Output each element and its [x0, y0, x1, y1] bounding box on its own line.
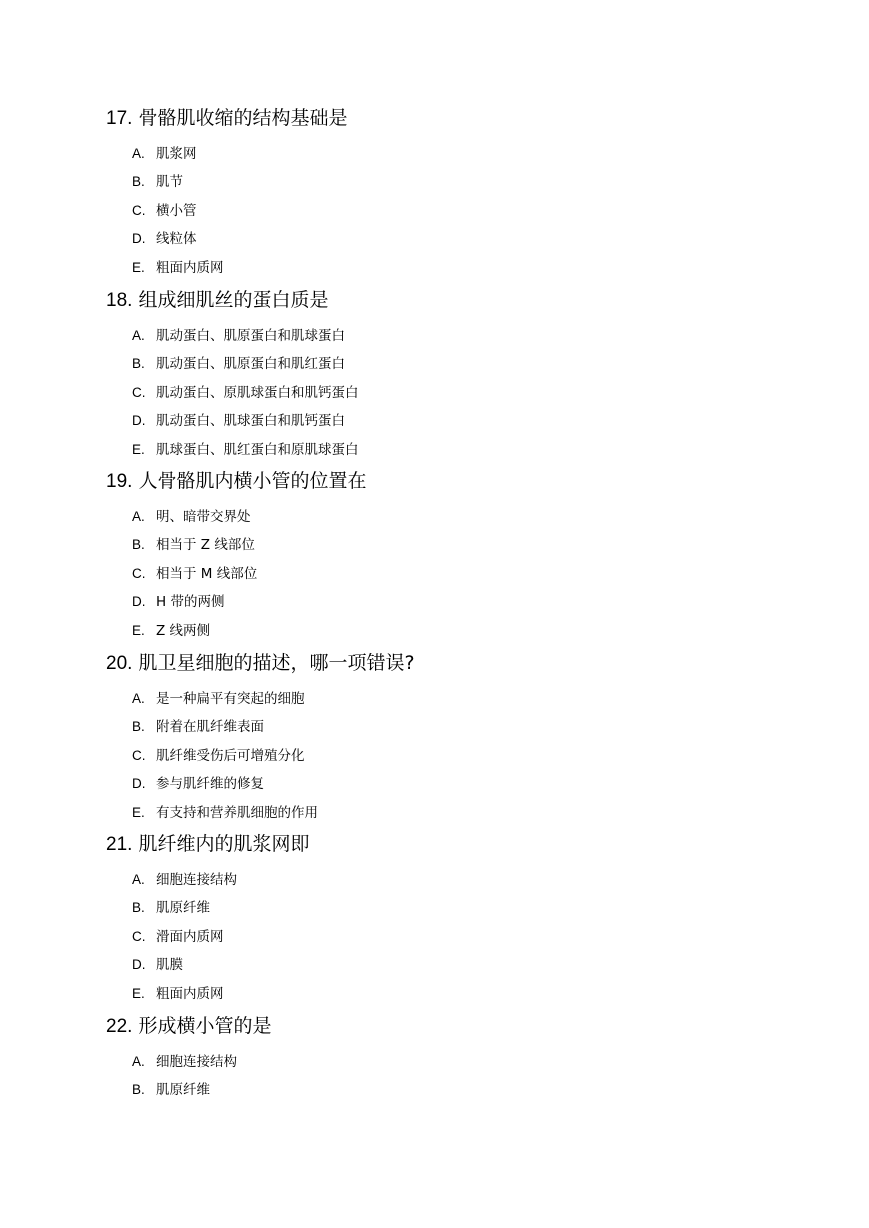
option-text: 是一种扁平有突起的细胞 [156, 691, 305, 707]
question-number: 19. [106, 471, 133, 492]
question-stem [106, 648, 826, 678]
option-d [132, 951, 826, 979]
option-e [132, 617, 826, 645]
option-text: 肌原纤维 [156, 1082, 210, 1099]
option-a [132, 866, 826, 894]
option-letter: B. [132, 900, 145, 916]
option-b [132, 894, 826, 922]
option-text: 明、暗带交界处 [156, 509, 251, 525]
option-a [132, 685, 826, 713]
question-number: 21. [106, 834, 133, 855]
question-text: 肌纤维内的肌浆网即 [138, 833, 310, 855]
option-d [132, 407, 826, 435]
option-letter: E. [132, 804, 145, 820]
option-text: 相当于 M 线部位 [156, 565, 258, 582]
question-number: 20. [106, 653, 133, 674]
question-number: 22. [106, 1016, 133, 1037]
option-text: 肌动蛋白、肌球蛋白和肌钙蛋白 [156, 413, 345, 430]
option-text: 肌膜 [156, 957, 183, 974]
option-list [132, 140, 826, 282]
question-text: 骨骼肌收缩的结构基础是 [138, 107, 348, 129]
option-c [132, 923, 826, 951]
option-letter: B. [132, 356, 145, 372]
question-text: 形成横小管的是 [138, 1015, 272, 1037]
option-text: 横小管 [156, 202, 197, 219]
question-stem [106, 103, 826, 133]
option-text: 肌动蛋白、肌原蛋白和肌球蛋白 [156, 328, 345, 344]
option-text: 肌纤维受伤后可增殖分化 [156, 747, 305, 764]
option-c [132, 742, 826, 770]
option-e [132, 254, 826, 282]
question-21 [106, 829, 826, 1008]
option-c [132, 197, 826, 225]
option-list [132, 503, 826, 645]
option-letter: A. [132, 146, 145, 161]
option-letter: D. [132, 957, 146, 973]
option-d [132, 225, 826, 253]
option-text: 肌原纤维 [156, 900, 210, 917]
option-text: H 带的两侧 [156, 594, 225, 611]
option-letter: D. [132, 776, 146, 792]
question-22 [106, 1011, 826, 1105]
question-stem [106, 466, 826, 496]
option-letter: E. [132, 622, 145, 638]
question-stem [106, 829, 826, 859]
option-letter: A. [132, 872, 145, 887]
option-text: 线粒体 [156, 231, 197, 248]
option-text: 附着在肌纤维表面 [156, 719, 264, 736]
question-19 [106, 466, 826, 645]
option-letter: C. [132, 384, 146, 400]
option-d [132, 770, 826, 798]
option-letter: E. [132, 259, 145, 275]
option-letter: B. [132, 174, 145, 190]
option-b [132, 531, 826, 559]
option-a [132, 322, 826, 350]
question-stem [106, 1011, 826, 1041]
option-e [132, 799, 826, 827]
question-18 [106, 285, 826, 464]
option-b [132, 350, 826, 378]
question-text: 肌卫星细胞的描述，哪一项错误? [138, 652, 415, 674]
option-letter: A. [132, 691, 145, 706]
question-number: 17. [106, 108, 133, 129]
option-letter: C. [132, 202, 146, 218]
option-letter: A. [132, 328, 145, 343]
option-text: 相当于 Z 线部位 [156, 537, 255, 554]
option-c [132, 379, 826, 407]
option-letter: B. [132, 537, 145, 553]
option-b [132, 168, 826, 196]
option-a [132, 503, 826, 531]
option-e [132, 980, 826, 1008]
question-text: 人骨骼肌内横小管的位置在 [138, 470, 367, 492]
option-b [132, 1076, 826, 1104]
option-text: 滑面内质网 [156, 928, 224, 945]
question-text: 组成细肌丝的蛋白质是 [138, 289, 329, 311]
option-letter: E. [132, 985, 145, 1001]
option-text: 细胞连接结构 [156, 872, 237, 888]
option-text: 细胞连接结构 [156, 1054, 237, 1070]
option-letter: C. [132, 747, 146, 763]
option-letter: B. [132, 719, 145, 735]
option-letter: A. [132, 509, 145, 524]
option-text: Z 线两侧 [156, 622, 211, 639]
question-stem [106, 285, 826, 315]
option-letter: D. [132, 594, 146, 610]
option-letter: D. [132, 231, 146, 247]
option-letter: C. [132, 928, 146, 944]
option-text: 肌浆网 [156, 146, 197, 162]
option-letter: A. [132, 1054, 145, 1069]
question-17 [106, 103, 826, 282]
option-e [132, 436, 826, 464]
option-text: 有支持和营养肌细胞的作用 [156, 804, 318, 821]
option-list [132, 322, 826, 464]
option-letter: C. [132, 565, 146, 581]
option-text: 粗面内质网 [156, 985, 224, 1002]
option-letter: D. [132, 413, 146, 429]
option-text: 肌动蛋白、原肌球蛋白和肌钙蛋白 [156, 384, 359, 401]
option-letter: B. [132, 1082, 145, 1098]
option-c [132, 560, 826, 588]
option-text: 粗面内质网 [156, 259, 224, 276]
option-list [132, 1048, 826, 1105]
option-d [132, 588, 826, 616]
question-20 [106, 648, 826, 827]
option-list [132, 685, 826, 827]
option-text: 肌球蛋白、肌红蛋白和原肌球蛋白 [156, 441, 359, 458]
question-number: 18. [106, 290, 133, 311]
option-b [132, 713, 826, 741]
option-text: 参与肌纤维的修复 [156, 776, 264, 793]
option-letter: E. [132, 441, 145, 457]
option-text: 肌节 [156, 174, 183, 191]
option-list [132, 866, 826, 1008]
option-a [132, 140, 826, 168]
option-a [132, 1048, 826, 1076]
option-text: 肌动蛋白、肌原蛋白和肌红蛋白 [156, 356, 345, 373]
